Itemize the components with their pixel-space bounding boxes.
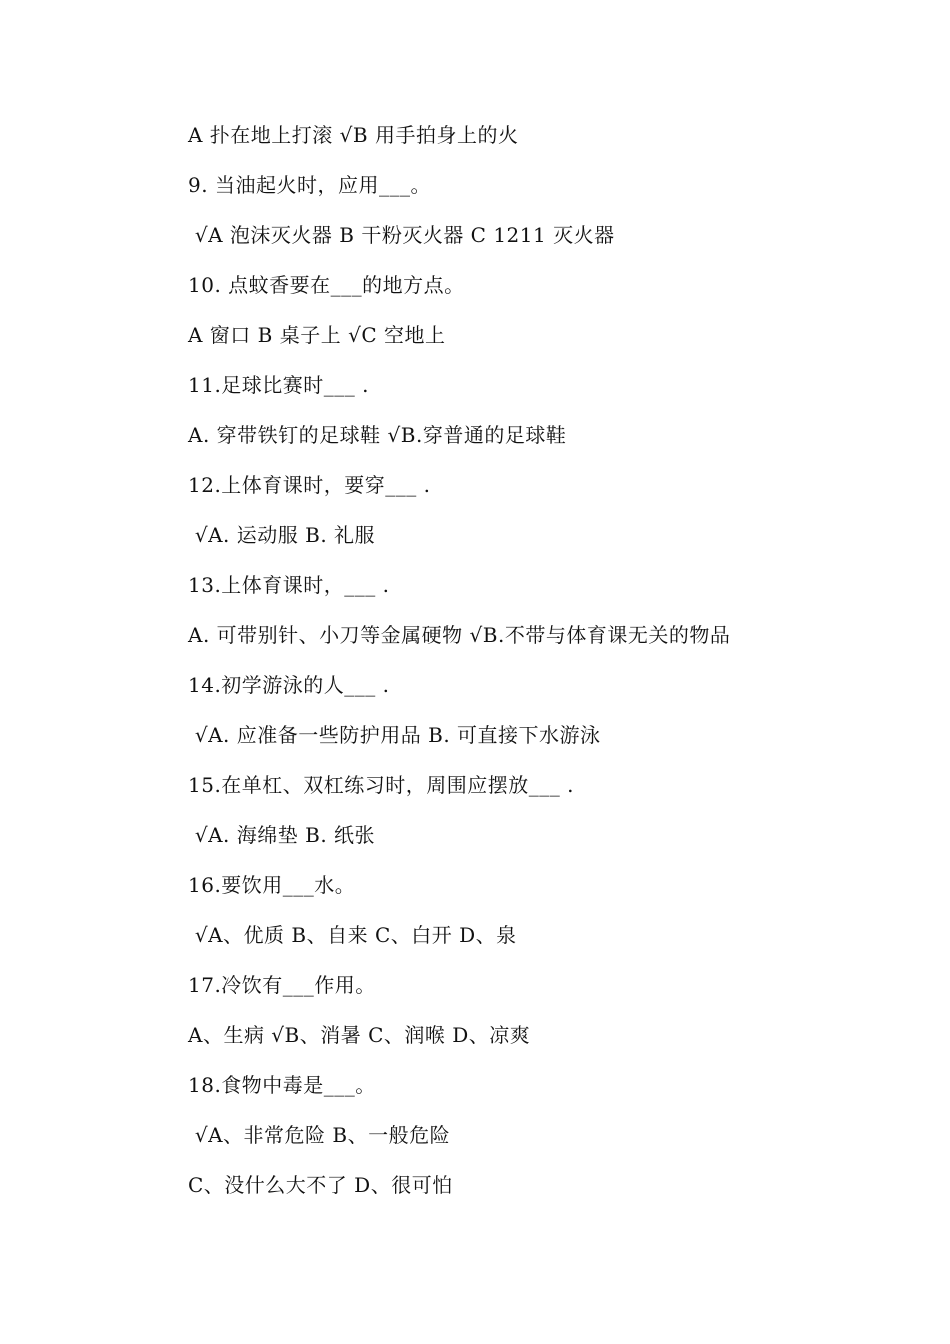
question-11: 11.足球比赛时___ . (188, 373, 370, 397)
options-q13: A. 可带别针、小刀等金属硬物 √B.不带与体育课无关的物品 (188, 623, 731, 647)
question-16: 16.要饮用___水。 (188, 873, 356, 897)
options-q9: √A 泡沫灭火器 B 干粉灭火器 C 1211 灭火器 (188, 223, 615, 247)
options-q14: √A. 应准备一些防护用品 B. 可直接下水游泳 (188, 723, 601, 747)
options-q10: A 窗口 B 桌子上 √C 空地上 (188, 323, 446, 347)
options-q12: √A. 运动服 B. 礼服 (188, 523, 376, 547)
question-18: 18.食物中毒是___。 (188, 1073, 376, 1097)
question-9: 9. 当油起火时，应用___。 (188, 173, 431, 197)
option-line-q8: A 扑在地上打滚 √B 用手拍身上的火 (188, 123, 519, 147)
question-15: 15.在单杠、双杠练习时，周围应摆放___ . (188, 773, 575, 797)
options-q11: A. 穿带铁钉的足球鞋 √B.穿普通的足球鞋 (188, 423, 567, 447)
question-10: 10. 点蚊香要在___的地方点。 (188, 273, 465, 297)
question-17: 17.冷饮有___作用。 (188, 973, 376, 997)
question-14: 14.初学游泳的人___ . (188, 673, 390, 697)
options-q18-part1: √A、非常危险 B、一般危险 (188, 1123, 451, 1147)
options-q18-part2: C、没什么大不了 D、很可怕 (188, 1173, 453, 1197)
question-13: 13.上体育课时，___ . (188, 573, 390, 597)
options-q17: A、生病 √B、消暑 C、润喉 D、凉爽 (188, 1023, 531, 1047)
question-12: 12.上体育课时，要穿___ . (188, 473, 431, 497)
options-q16: √A、优质 B、自来 C、白开 D、泉 (188, 923, 517, 947)
options-q15: √A. 海绵垫 B. 纸张 (188, 823, 376, 847)
